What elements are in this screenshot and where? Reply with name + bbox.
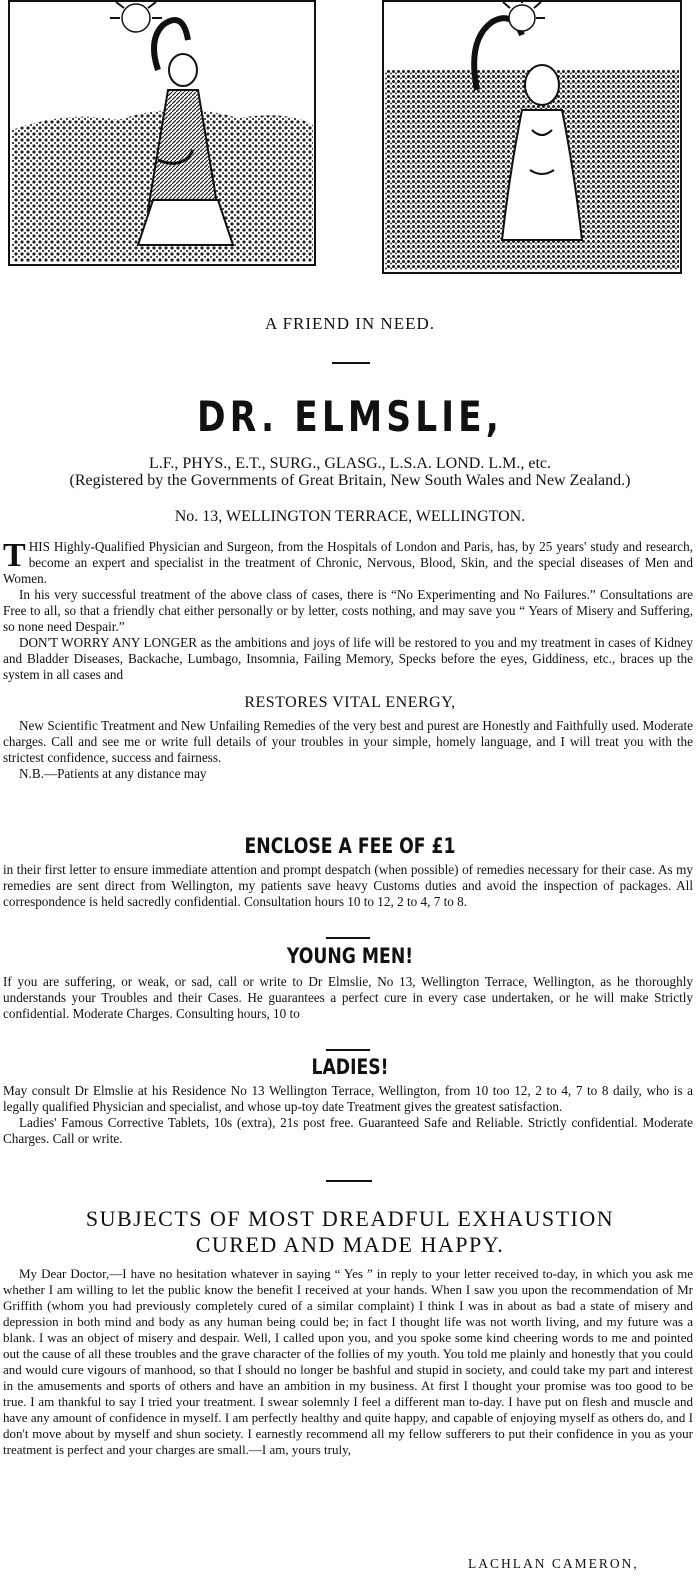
divider	[332, 362, 370, 364]
fee-paragraph: in their first letter to ensure immediate attention and prompt despatch (when possible) of remedies necessary for their case. As my remedies are sent direct from Wellington, my patients save heavy Customs duties and avoid the inspection of packages. All correspondence is held sacredly confidential. Consultation hours 10 to 12, 2 to 4, 7 to 8.	[3, 862, 693, 909]
testimonial-letter	[3, 1266, 693, 1458]
testimonial-headline-1: SUBJECTS OF MOST DREADFUL EXHAUSTION	[85, 1206, 615, 1231]
right-illustration	[382, 0, 682, 275]
signature: LACHLAN CAMERON,	[468, 1556, 639, 1571]
ladies-text	[3, 1083, 693, 1147]
dont-worry-lead: DON'T WORRY ANY LONGER	[19, 635, 197, 650]
divider	[326, 1049, 370, 1051]
intro-paragraph-3: as the ambitions and joys of life will be restored to you and my treatment in cases of Kidney and Bladder Diseases, Backache, Lumbago, Insomnia, Failing Memory, Specks before the eyes, Giddiness, etc., braces up the system in all cases and	[3, 635, 693, 682]
testimonial-headline-2: CURED AND MADE HAPPY.	[195, 1232, 505, 1257]
vital-energy-text	[3, 718, 693, 782]
drop-cap: T	[3, 537, 26, 574]
young-men-paragraph: If you are suffering, or weak, or sad, call or write to Dr Elmslie, No 13, Wellington Terrace, Wellington, as he thoroughly understands your Troubles and their Cases. He guarantees a perfect cure in every case undertaken, or he will make Strictly confidential. Moderate Charges. Consulting hours, 10 to	[3, 974, 693, 1021]
vital-energy-heading: RESTORES VITAL ENERGY,	[244, 694, 456, 711]
ladies-paragraph-1: May consult Dr Elmslie at his Residence No 13 Wellington Terrace, Wellington, from 10 too 12, 2 to 4, 7 to 8 daily, who is a legally qualified Physician and specialist, and whose up-toy date Treatment gives the greatest satisfaction.	[3, 1083, 693, 1114]
nb-note: N.B.—Patients at any distance may	[19, 766, 207, 781]
letter-body: My Dear Doctor,—I have no hesitation whatever in saying “ Yes ” in reply to your letter received to-day, in which you ask me whether I am willing to let the public know the benefit I received at your hands. When I saw you upon the recommendation of Mr Griffith (whom you had previously completely cured of a similar complaint) I think I was in about as bad a state of misery and depression in both mind and body as any human being could be; in fact I thought life was not worth living, and my future was a blank. I was an object of misery and despair. Well, I called upon you, and you spoke some kind cheering words to me and pointed out the cause of all these troubles and the grave character of the follies of my youth. You told me plainly and honestly that you could and would cure vigours of manhood, so that I should no longer be bashful and stupid in society, and could take my part and interest in the amusements and sports of others and have an ambition in my business. At first I thought your promise was too good to be true. I am thankful to say I tried your treatment. I swear solemnly I feel a different man to-day. I have put on flesh and muscle and have any amount of confidence in myself. I am perfectly healthy and quite happy, and capable of enjoying myself as others do, and I don't move about by myself and shun society. I earnestly recommend all my fellow sufferers to put their confidence in you as your treatment is perfect and your charges are small.—I am, yours truly,	[3, 1266, 693, 1457]
intro-paragraph-1: HIS Highly-Qualified Physician and Surgeon, from the Hospitals of London and Paris, has, by 25 years' study and research, become an expert and specialist in the treatment of Chronic, Nervous, Blood, Skin, and the special diseases of Men and Women.	[3, 539, 693, 586]
vital-paragraph: New Scientific Treatment and New Unfailing Remedies of the very best and purest are Honestly and Faithfully used. Moderate charges. Call and see me or write full details of your troubles in your simple, homely language, and I will treat you with the strictest confidence, success and fairness.	[3, 718, 693, 765]
tagline: A FRIEND IN NEED.	[265, 314, 435, 333]
young-men-heading: YOUNG MEN!	[286, 944, 414, 968]
doctor-name: DR. ELMSLIE,	[197, 392, 503, 441]
divider	[326, 937, 370, 939]
left-illustration	[8, 0, 318, 268]
intro-paragraph-2: In his very successful treatment of the above class of cases, there is “No Experimenting and No Failures.” Consultations are Free to all, so that a friendly chat either personally or by letter, costs nothing, and may save you “ Years of Misery and Suffering, so none need Despair.”	[3, 587, 693, 634]
registration-note: (Registered by the Governments of Great Britain, New South Wales and New Zealand.)	[69, 472, 631, 489]
fee-heading: ENCLOSE A FEE OF £1	[244, 834, 456, 858]
fee-text	[3, 862, 693, 910]
ladies-paragraph-2: Ladies' Famous Corrective Tablets, 10s (extra), 21s post free. Guaranteed Safe and Reliable. Strictly confidential. Moderate Charges. Call or write.	[3, 1115, 693, 1146]
young-men-text	[3, 974, 693, 1022]
address: No. 13, WELLINGTON TERRACE, WELLINGTON.	[174, 508, 526, 525]
ladies-heading: LADIES!	[311, 1055, 389, 1079]
intro-text	[3, 539, 693, 683]
divider	[326, 1180, 372, 1182]
qualifications: L.F., PHYS., E.T., SURG., GLASG., L.S.A. LOND. L.M., etc.	[149, 455, 551, 472]
